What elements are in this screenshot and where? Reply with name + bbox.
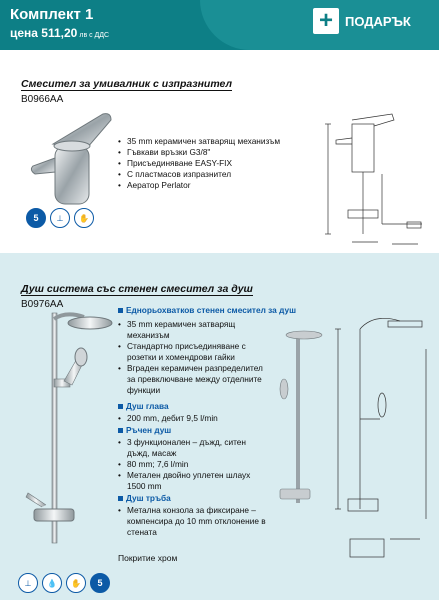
gift-badge <box>313 8 411 34</box>
list-item: • Стандартно присъединяване с розетки и хомендрови гайки <box>118 341 268 363</box>
section-head-heading: Душ глава <box>118 401 169 411</box>
section-head-list <box>118 413 268 424</box>
hand-icon: ✋ <box>74 208 94 228</box>
kit-price-note: лв с ДДС <box>79 32 110 39</box>
water-drop-icon: 💧 <box>42 573 62 593</box>
list-item: • Метален двойно уплетен шлаух 1500 mm <box>118 470 268 492</box>
warranty-5-years-icon: 5 <box>90 573 110 593</box>
basin-mixer-technical-drawing <box>322 94 434 254</box>
list-item: • Метална конзола за фиксиране – компенсира до 10 mm отклонение в стената <box>118 505 268 538</box>
list-item: • 3 функционален – дъжд, ситен дъжд, масаж <box>118 437 268 459</box>
list-item: • Присъединяване EASY-FIX <box>118 158 308 169</box>
section-mixer-list <box>118 319 268 396</box>
section-hand-list <box>118 437 268 492</box>
shower-technical-drawing <box>330 309 434 599</box>
product1-panel <box>0 50 439 253</box>
plus-icon: + <box>313 8 339 34</box>
product2-title: Душ система със стенен смесител за душ <box>21 283 253 295</box>
tap-icon: ⊥ <box>50 208 70 228</box>
warranty-5-years-icon: 5 <box>26 208 46 228</box>
list-item: • Гъвкави връзки G3/8" <box>118 147 308 158</box>
list-item: • Аератор Perlator <box>118 180 308 191</box>
section-mixer-heading: Еднорьохватков стенен смесител за душ <box>118 305 296 315</box>
list-item: • С пластмасов изпразнител <box>118 169 308 180</box>
section-pipe-heading: Душ тръба <box>118 493 171 503</box>
header-banner <box>0 0 439 50</box>
basin-mixer-image <box>25 108 125 208</box>
list-item: • 35 mm керамичен затварящ механизъм <box>118 319 268 341</box>
hand-icon: ✋ <box>66 573 86 593</box>
section-hand-heading: Ръчен душ <box>118 425 171 435</box>
product2-icons <box>18 573 110 593</box>
finish-label: Покритие хром <box>118 553 178 563</box>
kit-title: Комплект 1 <box>10 6 94 23</box>
kit-price <box>10 26 109 40</box>
product1-title: Смесител за умивалник с изпразнител <box>21 78 233 90</box>
product1-features <box>118 136 308 191</box>
tap-icon: ⊥ <box>18 573 38 593</box>
product2-panel <box>0 253 439 600</box>
section-pipe-list <box>118 505 268 538</box>
kit-price-value: цена 511,20 <box>10 26 78 40</box>
product1-code: B0966AA <box>21 94 64 105</box>
product1-icons <box>26 208 94 228</box>
shower-small-image <box>268 329 328 529</box>
gift-label: ПОДАРЪК <box>345 13 411 29</box>
list-item: • Вграден керамичен разпределител за превключване между отделните функции <box>118 363 268 396</box>
list-item: • 80 mm; 7,6 l/min <box>118 459 268 470</box>
product2-code: B0976AA <box>21 299 64 310</box>
shower-system-image <box>14 309 114 559</box>
list-item: • 35 mm керамичен затварящ механизъм <box>118 136 308 147</box>
list-item: • 200 mm, дебит 9,5 l/min <box>118 413 268 424</box>
